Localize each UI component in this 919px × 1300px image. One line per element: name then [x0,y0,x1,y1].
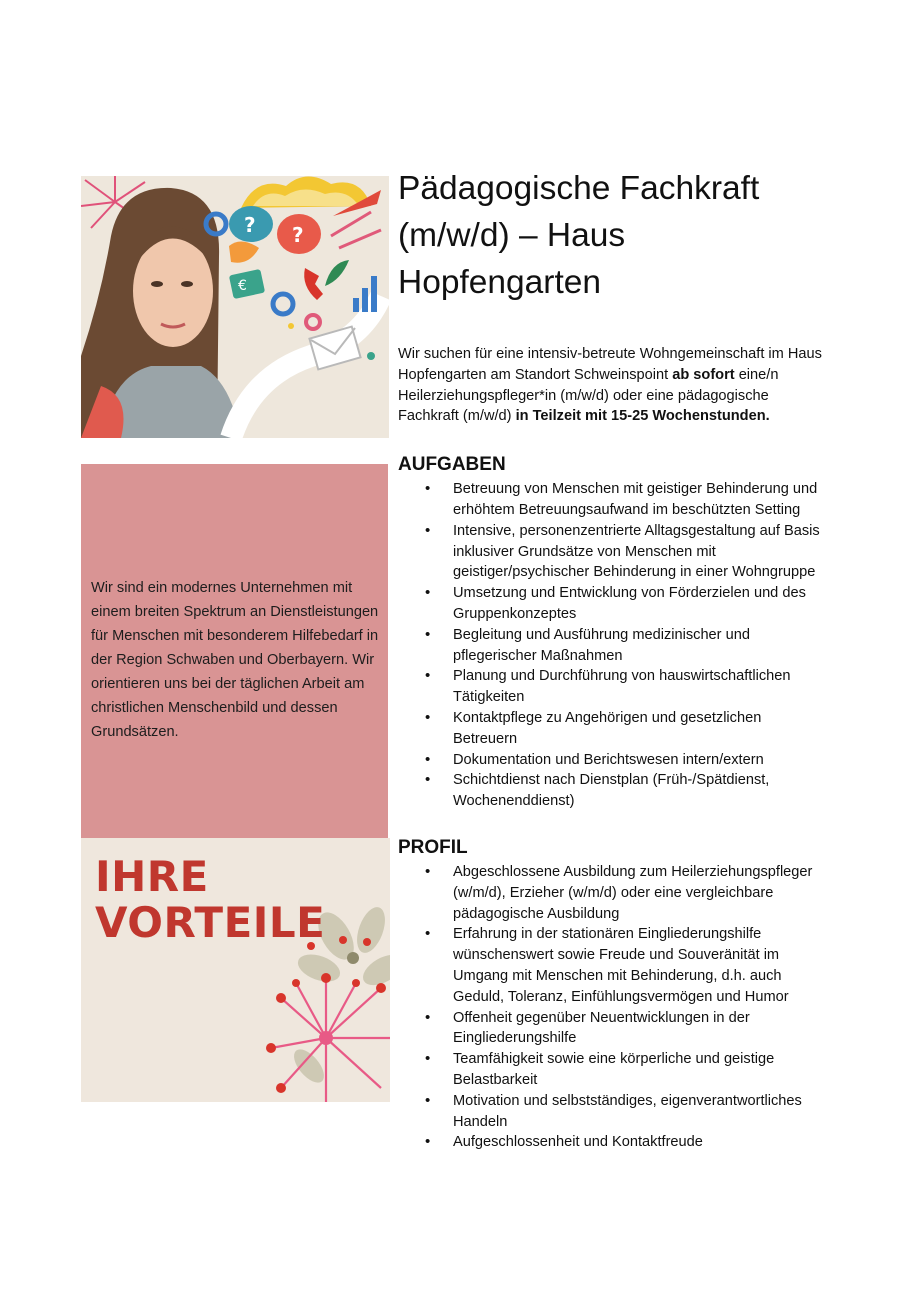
aufgaben-item: • Schichtdienst nach Dienstplan (Früh-/Spätdienst, Wochenenddienst) [398,770,828,812]
aufgaben-item: • Betreuung von Menschen mit geistiger Behinderung und erhöhtem Betreuungsaufwand im beschützten Setting [398,479,828,521]
header-photo [81,176,389,438]
intro-bold-hours: in Teilzeit mit 15-25 Wochenstunden. [515,408,770,425]
company-description-text: Wir sind ein modernes Unternehmen mit einem breiten Spektrum an Dienstleistungen für Menschen mit besonderem Hilfebedarf in der Region Schwaben und Oberbayern. Wir orientieren uns bei der täglichen Arbeit am christlichen Menschenbild und dessen Grundsätzen. [91,580,379,740]
vorteile-heading [95,854,325,946]
intro-paragraph [398,344,823,427]
question-mark-glyph: ? [292,223,304,247]
profil-item: • Aufgeschlossenheit und Kontaktfreude [398,1132,828,1153]
aufgaben-item: • Intensive, personenzentrierte Alltagsgestaltung auf Basis inklusiver Grundsätze von Menschen mit geistiger/psychischer Behinderung in einer Wohngruppe [398,521,828,583]
vorteile-banner [81,838,390,1102]
job-title-line3: Hopfengarten [398,264,602,301]
aufgaben-heading: AUFGABEN [398,454,506,476]
profil-item: • Erfahrung in der stationären Eingliederungshilfe wünschenswert sowie Freude und Souveränität im Umgang mit Menschen mit Behinderung, d.h. auch Geduld, Toleranz, Einfühlungsvermögen und Humor [398,924,828,1007]
right-column [398,165,828,1153]
aufgaben-item: • Kontaktpflege zu Angehörigen und gesetzlichen Betreuern [398,708,828,750]
euro-sign: € [238,278,247,294]
profil-heading: PROFIL [398,836,468,858]
left-column [81,176,390,1102]
company-description-box [81,464,388,838]
question-mark-glyph: ? [244,213,256,237]
aufgaben-item: • Planung und Durchführung von hauswirtschaftlichen Tätigkeiten [398,666,828,708]
intro-text-part2: eine/n Heilerziehungspfleger*in (m/w/d) oder eine pädagogische Fachkraft (m/w/d) [398,366,779,425]
aufgaben-item: • Dokumentation und Berichtswesen intern/extern [398,750,828,771]
profil-list [398,862,828,1153]
vorteile-heading-line1: IHRE [95,852,209,901]
profil-item: • Teamfähigkeit sowie eine körperliche und geistige Belastbarkeit [398,1049,828,1091]
profil-item: • Offenheit gegenüber Neuentwicklungen in der Eingliederungshilfe [398,1008,828,1050]
job-title [398,165,828,306]
job-title-line2: (m/w/d) – Haus [398,217,626,254]
intro-text-part1: Wir suchen für eine intensiv-betreute Wohngemeinschaft im Haus Hopfengarten am Standort Schweinspoint [398,346,822,383]
job-title-line1: Pädagogische Fachkraft [398,170,760,207]
intro-bold-start-date: ab sofort [672,366,735,383]
profil-item: • Abgeschlossene Ausbildung zum Heilerziehungspfleger (w/m/d), Erzieher (w/m/d) oder eine vergleichbare pädagogische Ausbildung [398,862,828,924]
aufgaben-item: • Begleitung und Ausführung medizinischer und pflegerischer Maßnahmen [398,625,828,667]
profil-item: • Motivation und selbstständiges, eigenverantwortliches Handeln [398,1091,828,1133]
aufgaben-list [398,479,828,812]
woman-with-ideas-illustration [81,176,389,438]
aufgaben-item: • Umsetzung und Entwicklung von Förderzielen und des Gruppenkonzeptes [398,583,828,625]
vorteile-heading-line2: VORTEILE [95,898,326,947]
